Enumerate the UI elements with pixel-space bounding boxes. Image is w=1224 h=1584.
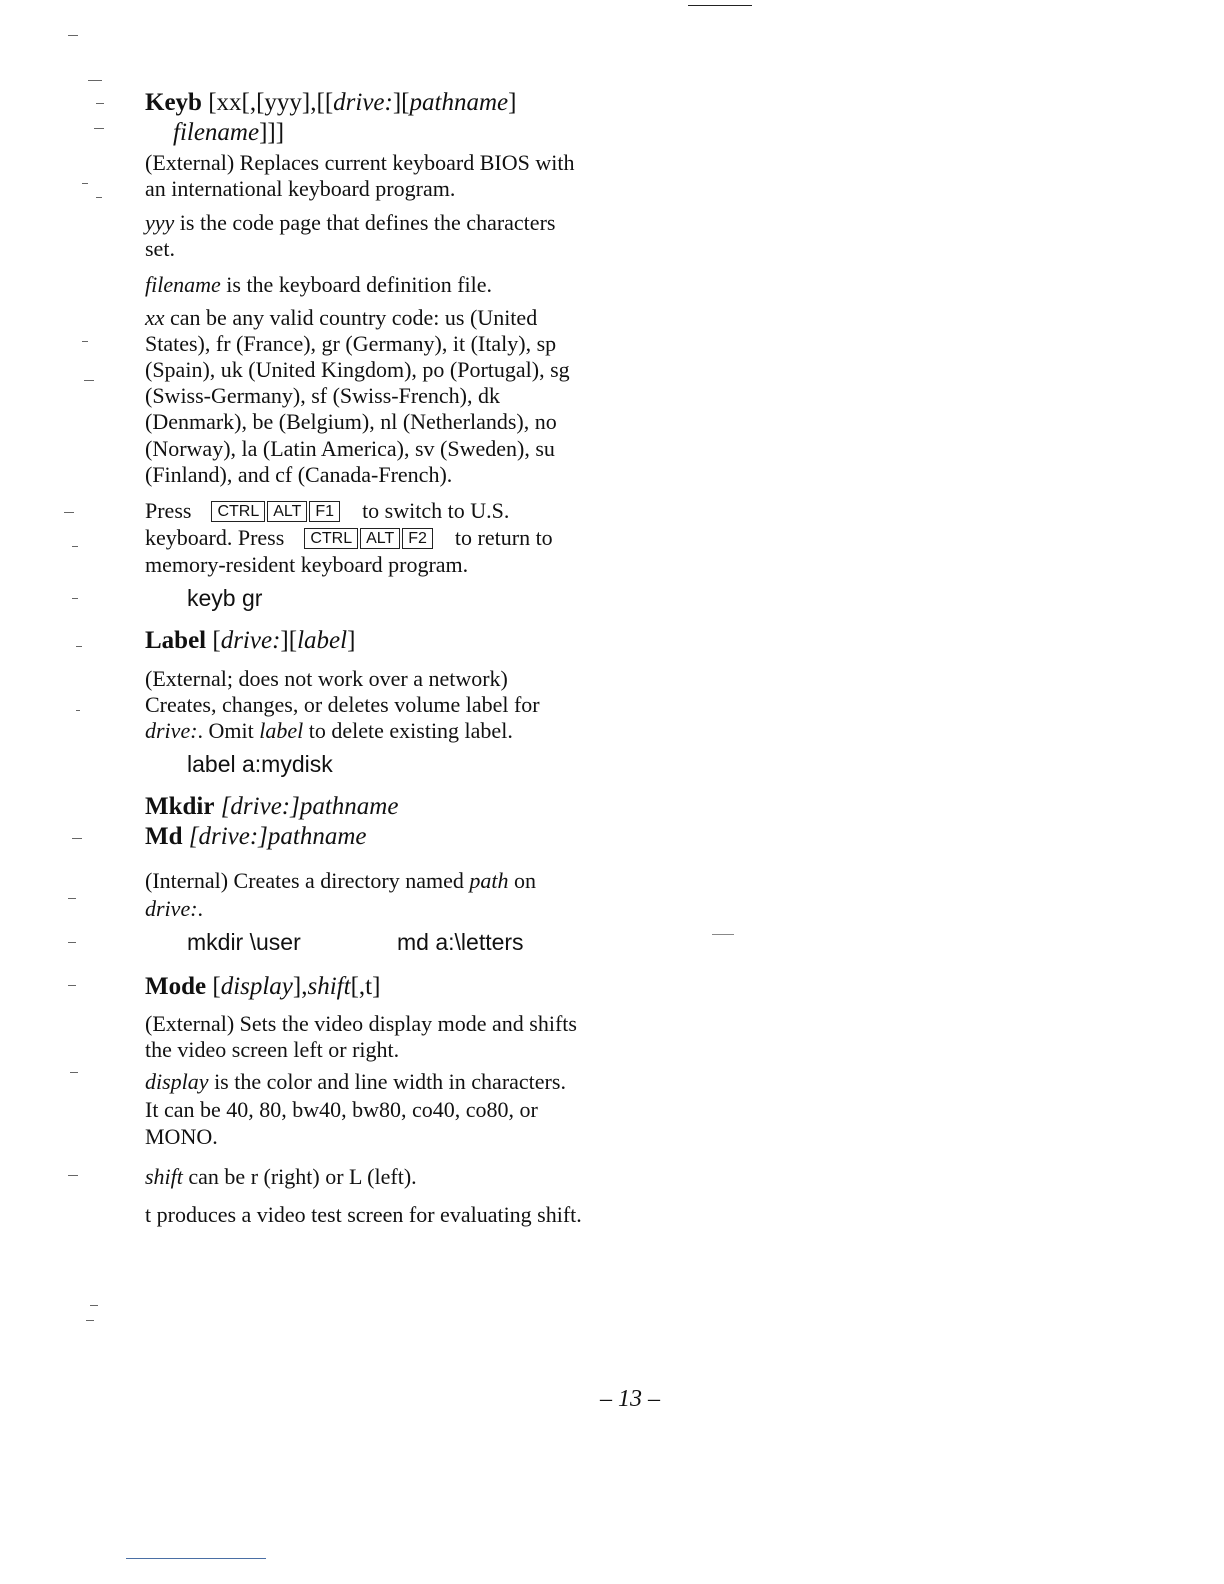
keyb-heading: Keyb [xx[,[yyy],[[drive:][pathname]: [145, 89, 517, 116]
keyb-xx-4: (Swiss-Germany), sf (Swiss-French), dk: [145, 383, 501, 408]
mode-desc-1: (External) Sets the video display mode and shifts: [145, 1011, 577, 1036]
right-dash-1: [712, 934, 734, 935]
keyb-press-3: memory-resident keyboard program.: [145, 552, 469, 577]
key-ctrl: CTRL: [304, 528, 358, 549]
mkdir-heading: Mkdir [drive:]pathname: [145, 793, 399, 820]
label-desc-3: drive:. Omit label to delete existing label.: [145, 718, 513, 743]
keyb-press-2: keyboard. Press CTRL ALT F2 to return to: [145, 525, 553, 550]
keyb-xx-7: (Finland), and cf (Canada-French).: [145, 462, 453, 487]
keyb-press-1: Press CTRL ALT F1 to switch to U.S.: [145, 498, 510, 523]
keyb-xx-1: xx can be any valid country code: us (United: [145, 305, 538, 330]
keyb-filename: filename is the keyboard definition file.: [145, 272, 493, 297]
keyb-yyy-2: set.: [145, 236, 175, 261]
mkdir-desc-1: (Internal) Creates a directory named path on: [145, 868, 536, 893]
label-heading: Label [drive:][label]: [145, 627, 356, 654]
keyb-xx-3: (Spain), uk (United Kingdom), po (Portugal), sg: [145, 357, 570, 382]
page-number: – 13 –: [600, 1386, 660, 1412]
mkdir-example: mkdir \user: [187, 929, 301, 955]
mode-command: Mode: [145, 973, 207, 1000]
keyb-heading-cont: filename]]]: [173, 119, 285, 146]
keyb-yyy-1: yyy is the code page that defines the characters: [145, 210, 556, 235]
key-f1: F1: [309, 501, 340, 522]
mode-desc-2: the video screen left or right.: [145, 1037, 400, 1062]
mode-heading: Mode [display],shift[,t]: [145, 973, 381, 1000]
label-desc-2: Creates, changes, or deletes volume label for: [145, 692, 540, 717]
mode-display-3: MONO.: [145, 1124, 218, 1149]
mode-display-1: display is the color and line width in characters.: [145, 1069, 566, 1094]
mkdir-command: Mkdir: [145, 793, 215, 820]
key-ctrl: CTRL: [211, 501, 265, 522]
label-example: label a:mydisk: [187, 751, 333, 777]
margin-marks: [60, 0, 120, 1584]
md-example: md a:\letters: [397, 929, 524, 955]
bottom-rule: [126, 1558, 266, 1559]
key-alt: ALT: [360, 528, 400, 549]
label-command: Label: [145, 627, 207, 654]
keyb-desc-1: (External) Replaces current keyboard BIOS with: [145, 150, 575, 175]
keyb-xx-6: (Norway), la (Latin America), sv (Sweden), su: [145, 436, 555, 461]
top-rule: [688, 5, 752, 6]
mkdir-desc-2: drive:.: [145, 896, 204, 921]
key-alt: ALT: [267, 501, 307, 522]
keyb-command: Keyb: [145, 89, 202, 116]
keyb-desc-2: an international keyboard program.: [145, 176, 456, 201]
key-f2: F2: [402, 528, 433, 549]
label-desc-1: (External; does not work over a network): [145, 666, 508, 691]
mode-display-2: It can be 40, 80, bw40, bw80, co40, co80, or: [145, 1097, 538, 1122]
keyb-xx-2: States), fr (France), gr (Germany), it (Italy), sp: [145, 331, 557, 356]
mode-test: t produces a video test screen for evaluating shift.: [145, 1202, 582, 1227]
md-command: Md: [145, 823, 183, 850]
mode-shift: shift can be r (right) or L (left).: [145, 1164, 417, 1189]
md-heading: Md [drive:]pathname: [145, 823, 367, 850]
keyb-xx-5: (Denmark), be (Belgium), nl (Netherlands), no: [145, 409, 557, 434]
keyb-example: keyb gr: [187, 585, 263, 611]
